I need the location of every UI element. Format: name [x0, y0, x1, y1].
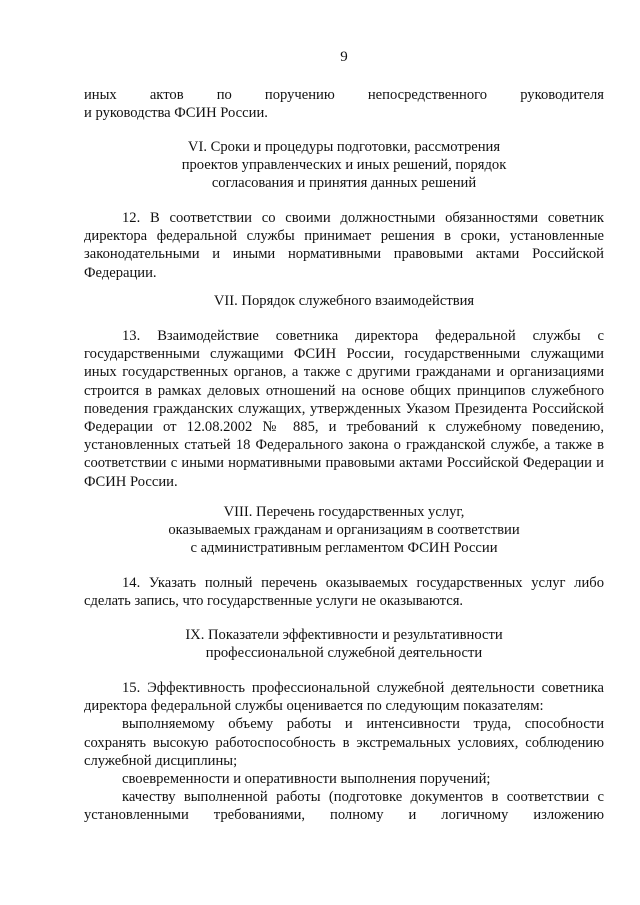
- paragraph-15-text: 15. Эффективность профессиональной служебной деятельности советника директора федеральной службы оценивается по следующим показателям:: [84, 680, 604, 715]
- section-7-heading-text: VII. Порядок служебного взаимодействия: [213, 293, 475, 309]
- paragraph-14: [84, 574, 604, 610]
- paragraph-12-text: 12. В соответствии со своими должностными обязанностями советник директора федеральной службы принимает решения в сроки, установленные законодательными и иными нормативными правовыми актами Российской Федерации.: [84, 210, 604, 281]
- section-6-heading-line-1: VI. Сроки и процедуры подготовки, рассмотрения: [187, 139, 501, 155]
- section-8-heading-line-1: VIII. Перечень государственных услуг,: [223, 504, 465, 520]
- paragraph-12: [84, 209, 604, 282]
- paragraph-15-item-2: своевременности и оперативности выполнения поручений;: [122, 771, 491, 788]
- paragraph-13: [84, 327, 604, 491]
- section-8-heading: [84, 503, 604, 558]
- section-7-heading: [84, 292, 604, 310]
- section-9-heading: [84, 626, 604, 662]
- paragraph-15-item-3: качеству выполненной работы (подготовке документов в соответствии с установленными требованиями, полному и логичному изложению: [84, 789, 604, 824]
- page-number: 9: [340, 49, 348, 65]
- section-9-heading-line-2: профессиональной служебной деятельности: [205, 645, 483, 662]
- section-6-heading: [84, 138, 604, 193]
- section-6-heading-line-2: проектов управленческих и иных решений, порядок: [181, 157, 507, 174]
- section-9-heading-line-1: IX. Показатели эффективности и результативности: [185, 627, 503, 643]
- section-8-heading-line-2: оказываемых гражданам и организациям в соответствии: [168, 522, 520, 539]
- continuation-line-1: иных актов по поручению непосредственного руководителя: [84, 87, 604, 103]
- continuation-paragraph: [84, 86, 604, 122]
- paragraph-13-text: 13. Взаимодействие советника директора федеральной службы с государственными служащими ФСИН России, государственными служащими иных государственных органов, а также с другими гражданами и организациями строится в рамках деловых отношений на основе общих принципов служебного поведения гражданских служащих, утвержденных Указом Президента Российской Федерации от 12.08.2002 № 885, и требований к служебному поведению, установленных статьей 18 Федерального закона о гражданской службе, а также в соответствии с иными нормативными правовыми актами Российской Федерации и ФСИН России.: [84, 328, 604, 490]
- paragraph-14-text: 14. Указать полный перечень оказываемых государственных услуг либо сделать запись, что государственные услуги не оказываются.: [84, 575, 604, 610]
- section-6-heading-line-3: согласования и принятия данных решений: [211, 175, 477, 192]
- continuation-line-2: и руководства ФСИН России.: [84, 105, 268, 122]
- section-8-heading-line-3: с административным регламентом ФСИН России: [190, 540, 498, 557]
- paragraph-15: [84, 679, 604, 825]
- paragraph-15-item-1: выполняемому объему работы и интенсивности труда, способности сохранять высокую работоспособность в экстремальных условиях, соблюдению служебной дисциплины;: [84, 716, 604, 769]
